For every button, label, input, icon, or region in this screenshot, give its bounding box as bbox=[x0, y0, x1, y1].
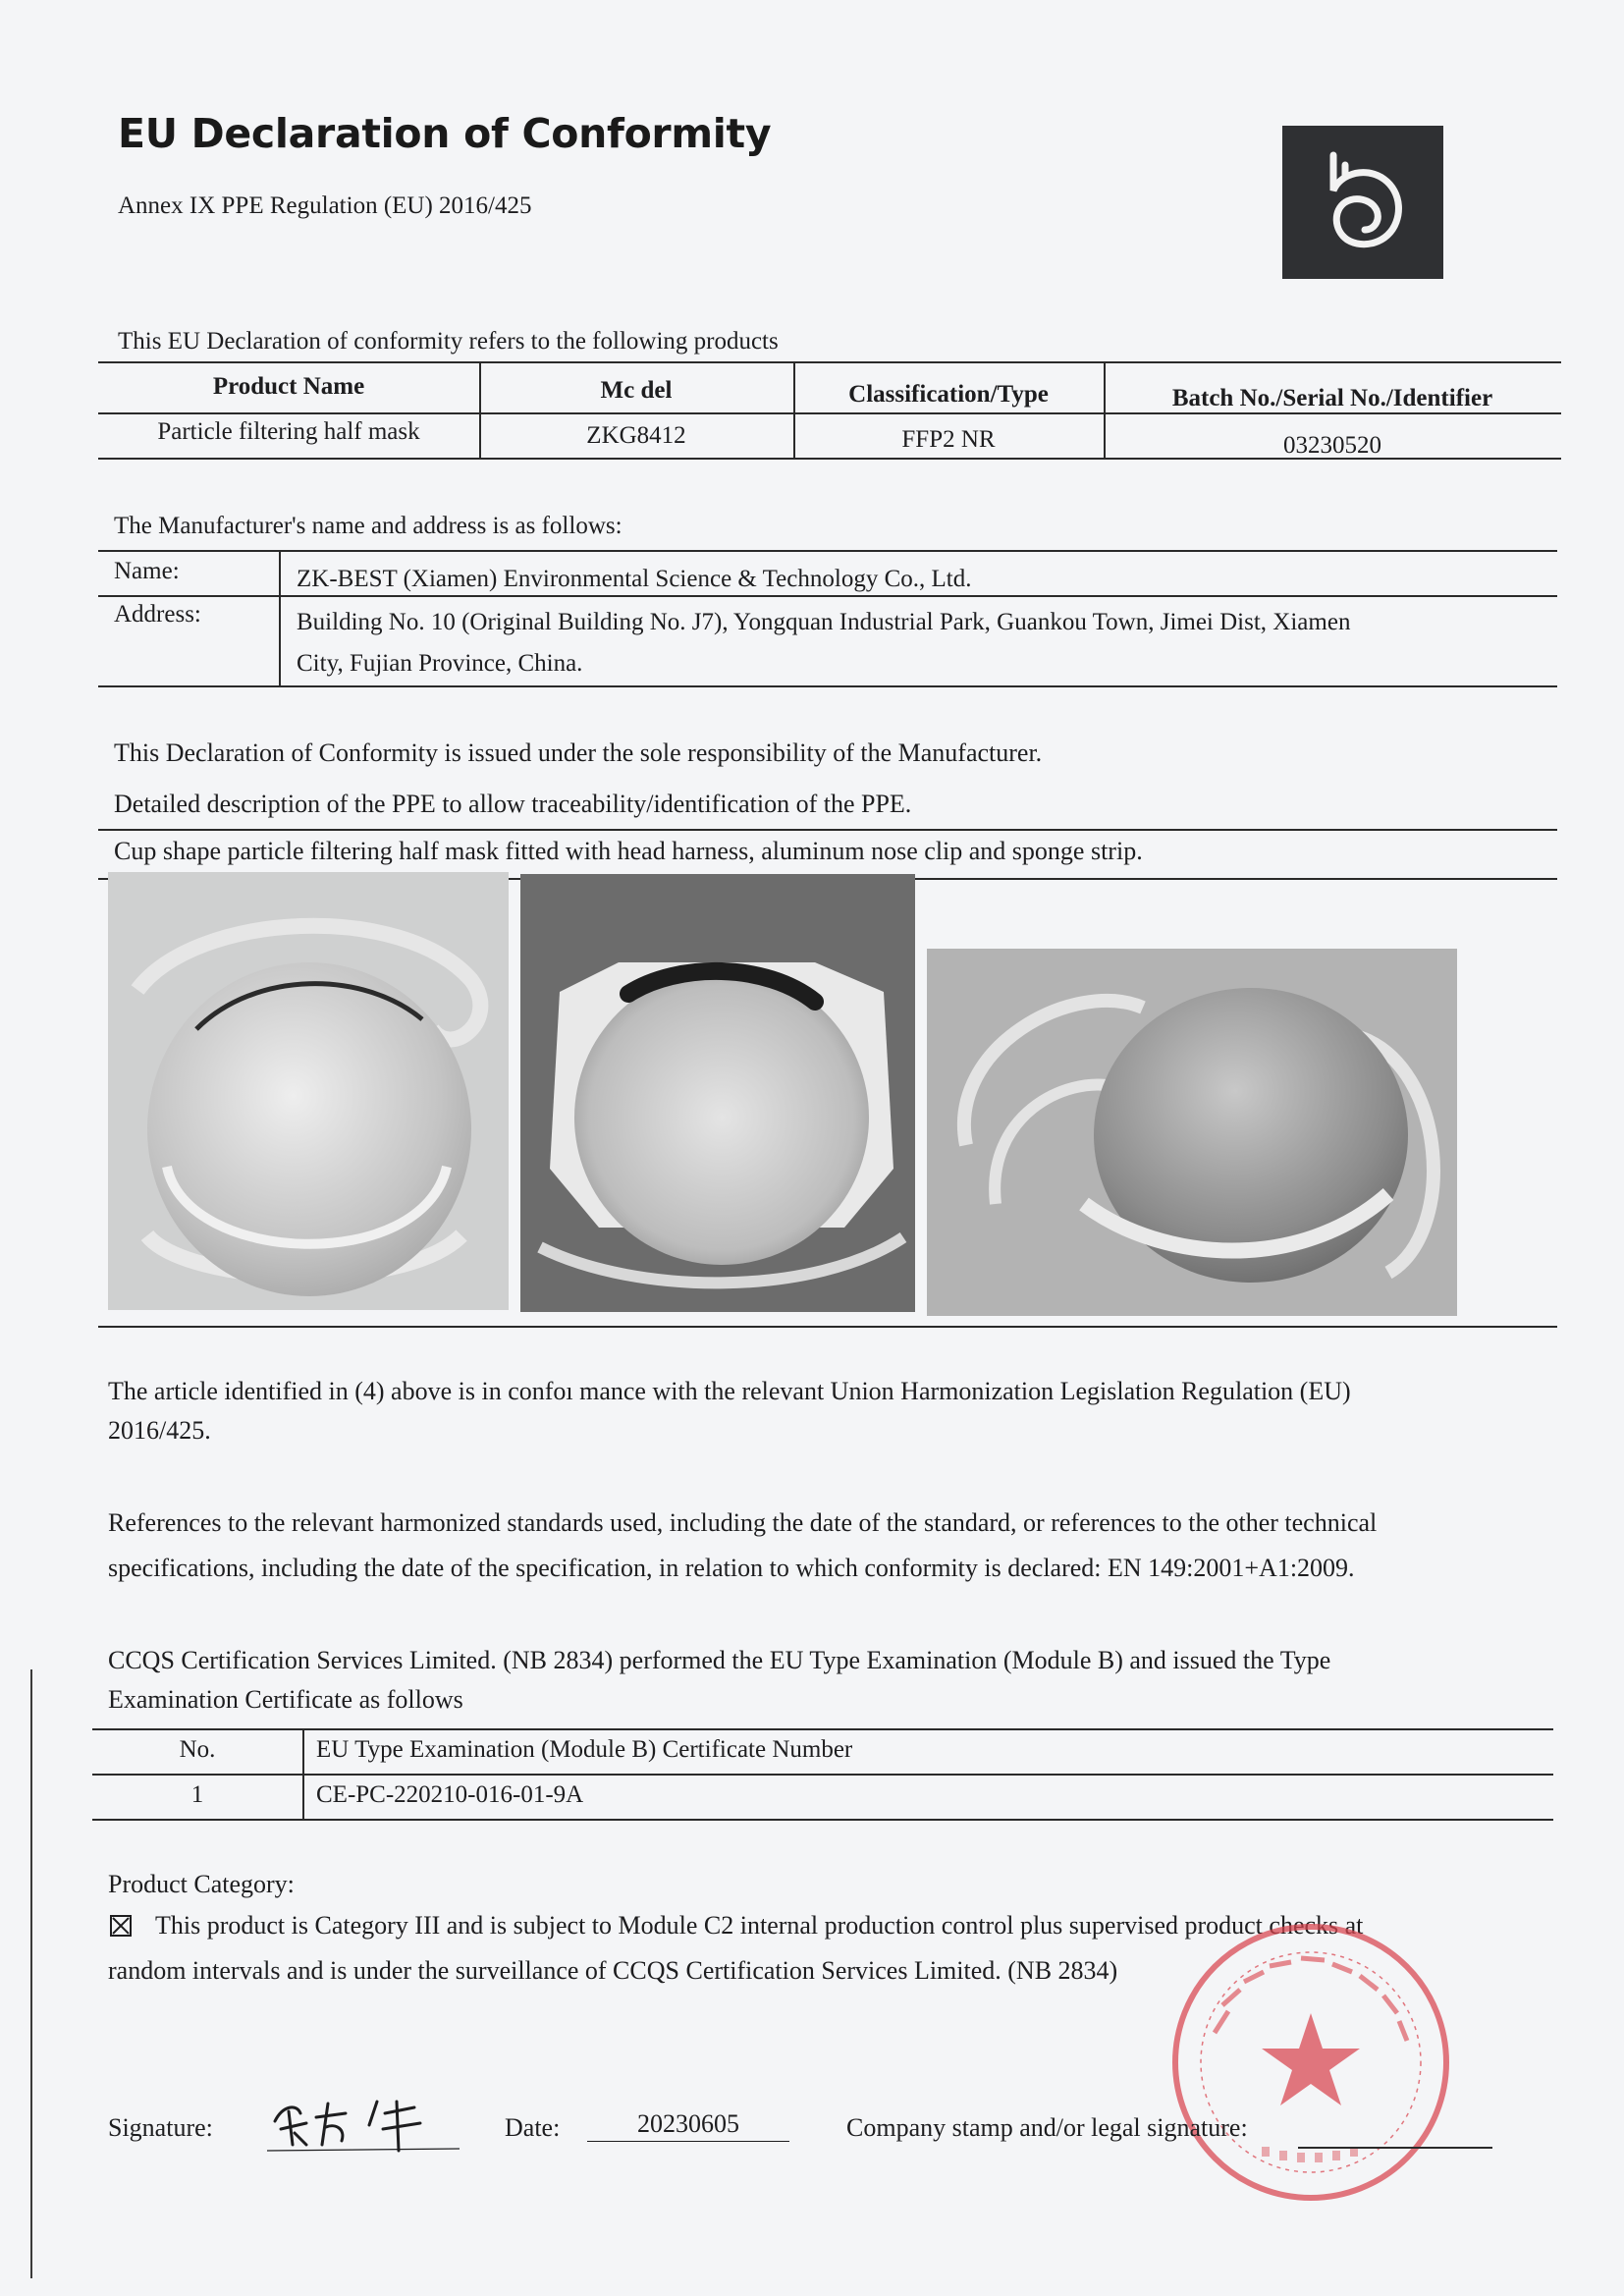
name-label: Name: bbox=[114, 558, 180, 584]
stamp-signature-line bbox=[1298, 2147, 1492, 2149]
products-intro: This EU Declaration of conformity refers to the following products bbox=[118, 328, 779, 355]
company-stamp-seal bbox=[1164, 1915, 1458, 2210]
table-border bbox=[92, 1774, 1553, 1776]
page-scan-edge bbox=[30, 1669, 32, 2278]
classification-cell: FFP2 NR bbox=[901, 426, 996, 453]
category-checkbox[interactable] bbox=[110, 1915, 132, 1937]
responsibility-statement: This Declaration of Conformity is issued under the sole responsibility of the Manufacturer. bbox=[114, 738, 1043, 767]
section-divider bbox=[98, 1326, 1557, 1328]
section-divider bbox=[98, 829, 1557, 831]
manufacturer-intro: The Manufacturer's name and address is as follows: bbox=[114, 513, 623, 539]
product-name-cell: Particle filtering half mask bbox=[157, 418, 420, 445]
batch-cell: 03230520 bbox=[1283, 432, 1381, 459]
address-line-1: Building No. 10 (Original Building No. J7), Yongquan Industrial Park, Guankou Town, Jimei Dist, Xiamen bbox=[297, 609, 1351, 635]
model-cell: ZKG8412 bbox=[586, 422, 686, 449]
cert-number-cell: CE-PC-220210-016-01-9A bbox=[316, 1781, 584, 1808]
mask-photo-front bbox=[108, 872, 509, 1310]
handwritten-signature bbox=[267, 2094, 463, 2155]
certification-line-1: CCQS Certification Services Limited. (NB 2834) performed the EU Type Examination (Module B) and issued the Type bbox=[108, 1646, 1331, 1674]
table-border bbox=[98, 361, 1561, 363]
category-line-2: random intervals and is under the surveillance of CCQS Certification Services Limited. (NB 2834) bbox=[108, 1956, 1118, 1985]
table-border bbox=[279, 550, 281, 685]
cert-number-header: EU Type Examination (Module B) Certificate Number bbox=[316, 1736, 853, 1763]
batch-header: Batch No./Serial No./Identifier bbox=[1171, 385, 1493, 411]
cert-no-cell: 1 bbox=[190, 1781, 204, 1808]
classification-header: Classification/Type bbox=[848, 381, 1049, 408]
table-border bbox=[98, 550, 1557, 552]
table-border bbox=[92, 1819, 1553, 1821]
certification-line-2: Examination Certificate as follows bbox=[108, 1685, 463, 1714]
table-border bbox=[98, 412, 1561, 414]
date-value: 20230605 bbox=[587, 2109, 789, 2142]
address-line-2: City, Fujian Province, China. bbox=[297, 650, 583, 677]
table-border bbox=[98, 595, 1557, 597]
mask-photo-side bbox=[927, 949, 1457, 1316]
table-border bbox=[302, 1728, 304, 1819]
category-line-1: This product is Category III and is subject to Module C2 internal production control plus supervised product checks at bbox=[155, 1911, 1364, 1940]
table-border bbox=[92, 1728, 1553, 1730]
company-logo-icon bbox=[1282, 126, 1443, 279]
checkbox-x-icon bbox=[112, 1917, 130, 1935]
standards-line-1: References to the relevant harmonized standards used, including the date of the standard, or references to the other technical bbox=[108, 1508, 1378, 1537]
traceability-statement: Detailed description of the PPE to allow traceability/identification of the PPE. bbox=[114, 790, 912, 818]
conformity-line-1: The article identified in (4) above is in confoı mance with the relevant Union Harmonization Legislation Regulation (EU) bbox=[108, 1377, 1351, 1405]
standards-line-2: specifications, including the date of the specification, in relation to which conformity is declared: EN 149:2001+A1:2009. bbox=[108, 1554, 1355, 1582]
address-label: Address: bbox=[114, 601, 201, 628]
date-label: Date: bbox=[505, 2113, 561, 2142]
table-border bbox=[98, 685, 1557, 687]
model-header: Mc del bbox=[600, 377, 673, 404]
signature-label: Signature: bbox=[108, 2113, 213, 2142]
cert-no-header: No. bbox=[179, 1736, 216, 1763]
document-title: EU Declaration of Conformity bbox=[118, 110, 772, 157]
category-heading: Product Category: bbox=[108, 1870, 295, 1898]
conformity-line-2: 2016/425. bbox=[108, 1416, 211, 1445]
stamp-label: Company stamp and/or legal signature: bbox=[846, 2113, 1248, 2142]
product-description: Cup shape particle filtering half mask fitted with head harness, aluminum nose clip and sponge strip. bbox=[114, 837, 1143, 865]
document-subtitle: Annex IX PPE Regulation (EU) 2016/425 bbox=[118, 192, 532, 219]
manufacturer-name: ZK-BEST (Xiamen) Environmental Science & Technology Co., Ltd. bbox=[297, 566, 972, 592]
product-name-header: Product Name bbox=[212, 373, 365, 400]
mask-photo-inside bbox=[520, 874, 915, 1312]
